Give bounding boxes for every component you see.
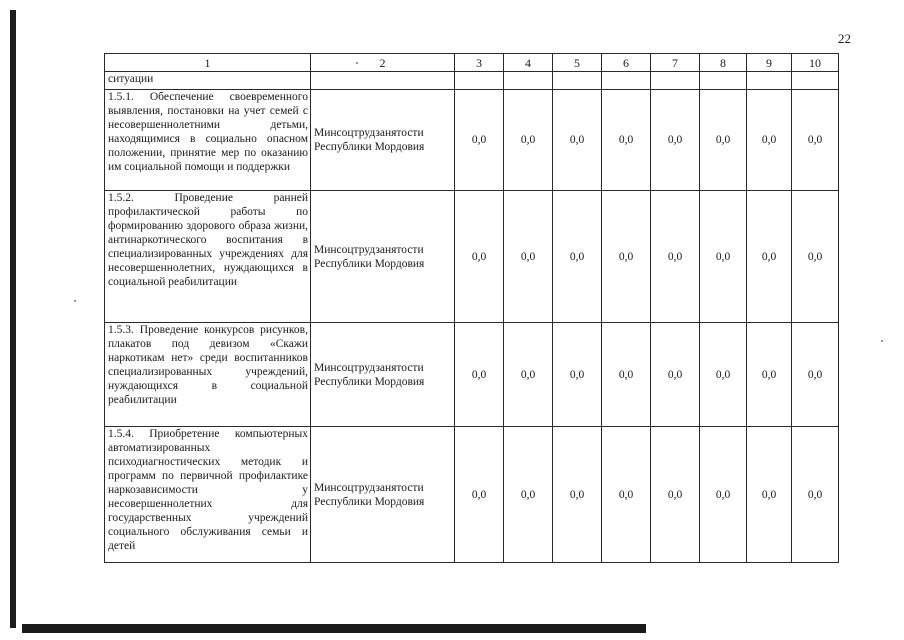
- value-cell: 0,0: [504, 191, 553, 323]
- page-number: 22: [838, 31, 851, 46]
- column-number: 8: [700, 54, 747, 72]
- value-cell: 0,0: [504, 323, 553, 427]
- table-row: [105, 90, 839, 191]
- value-cell: 0,0: [504, 90, 553, 191]
- value-cell: 0,0: [792, 191, 839, 323]
- value-cell: 0,0: [700, 323, 747, 427]
- column-number: 7: [651, 54, 700, 72]
- continuation-text: ситуации: [105, 72, 311, 90]
- program-activities-table: [104, 53, 839, 563]
- scan-speck: [881, 340, 883, 342]
- value-cell: 0,0: [455, 90, 504, 191]
- continuation-row: [105, 72, 839, 90]
- executor-cell: Минсоцтрудзанятости Республики Мордовия: [311, 90, 455, 191]
- value-cell: 0,0: [602, 427, 651, 563]
- value-cell: 0,0: [651, 90, 700, 191]
- column-number-row: [105, 54, 839, 72]
- column-number: 9: [747, 54, 792, 72]
- value-cell: 0,0: [700, 90, 747, 191]
- value-cell: 0,0: [747, 191, 792, 323]
- value-cell: 0,0: [747, 323, 792, 427]
- table-row: [105, 191, 839, 323]
- value-cell: 0,0: [602, 191, 651, 323]
- value-cell: 0,0: [504, 427, 553, 563]
- value-cell: 0,0: [553, 323, 602, 427]
- value-cell: 0,0: [651, 323, 700, 427]
- column-number: 3: [455, 54, 504, 72]
- executor-cell: Минсоцтрудзанятости Республики Мордовия: [311, 427, 455, 563]
- activity-cell: 1.5.2. Проведение ранней профилактической работы по формированию здорового образа жизни, антинаркотического воспитания в специализированных учреждениях для несовершеннолетних, нуждающихся в социальной реабилитации: [105, 191, 311, 323]
- scan-speck: [74, 300, 76, 302]
- value-cell: 0,0: [792, 323, 839, 427]
- value-cell: 0,0: [651, 191, 700, 323]
- column-number: 6: [602, 54, 651, 72]
- activity-cell: 1.5.1. Обеспечение своевременного выявления, постановки на учет семей с несовершеннолетними детьми, находящимися в социально опасном положении, принятие мер по оказанию им социальной помощи и поддержки: [105, 90, 311, 191]
- scan-edge-left: [10, 10, 16, 628]
- value-cell: 0,0: [651, 427, 700, 563]
- column-number: 10: [792, 54, 839, 72]
- activity-cell: 1.5.3. Проведение конкурсов рисунков, плакатов под девизом «Скажи наркотикам нет» среди воспитанников специализированных учреждений, нуждающихся в социальной реабилитации: [105, 323, 311, 427]
- value-cell: 0,0: [747, 427, 792, 563]
- executor-cell: Минсоцтрудзанятости Республики Мордовия: [311, 323, 455, 427]
- value-cell: 0,0: [602, 323, 651, 427]
- value-cell: 0,0: [747, 90, 792, 191]
- value-cell: 0,0: [553, 90, 602, 191]
- column-number: 2: [311, 54, 455, 72]
- value-cell: 0,0: [792, 90, 839, 191]
- value-cell: 0,0: [455, 427, 504, 563]
- value-cell: 0,0: [553, 427, 602, 563]
- scan-edge-bottom: [22, 624, 646, 633]
- table-row: [105, 323, 839, 427]
- value-cell: 0,0: [700, 191, 747, 323]
- activity-cell: 1.5.4. Приобретение компьютерных автоматизированных психодиагностических методик и программ по первичной профилактике наркозависимости у несовершеннолетних для государственных учреждений социального обслуживания семьи и детей: [105, 427, 311, 563]
- column-number: 1: [105, 54, 311, 72]
- value-cell: 0,0: [700, 427, 747, 563]
- column-number: 4: [504, 54, 553, 72]
- value-cell: 0,0: [455, 323, 504, 427]
- value-cell: 0,0: [455, 191, 504, 323]
- column-number: 5: [553, 54, 602, 72]
- value-cell: 0,0: [602, 90, 651, 191]
- executor-cell: Минсоцтрудзанятости Республики Мордовия: [311, 191, 455, 323]
- table-row: [105, 427, 839, 563]
- value-cell: 0,0: [553, 191, 602, 323]
- value-cell: 0,0: [792, 427, 839, 563]
